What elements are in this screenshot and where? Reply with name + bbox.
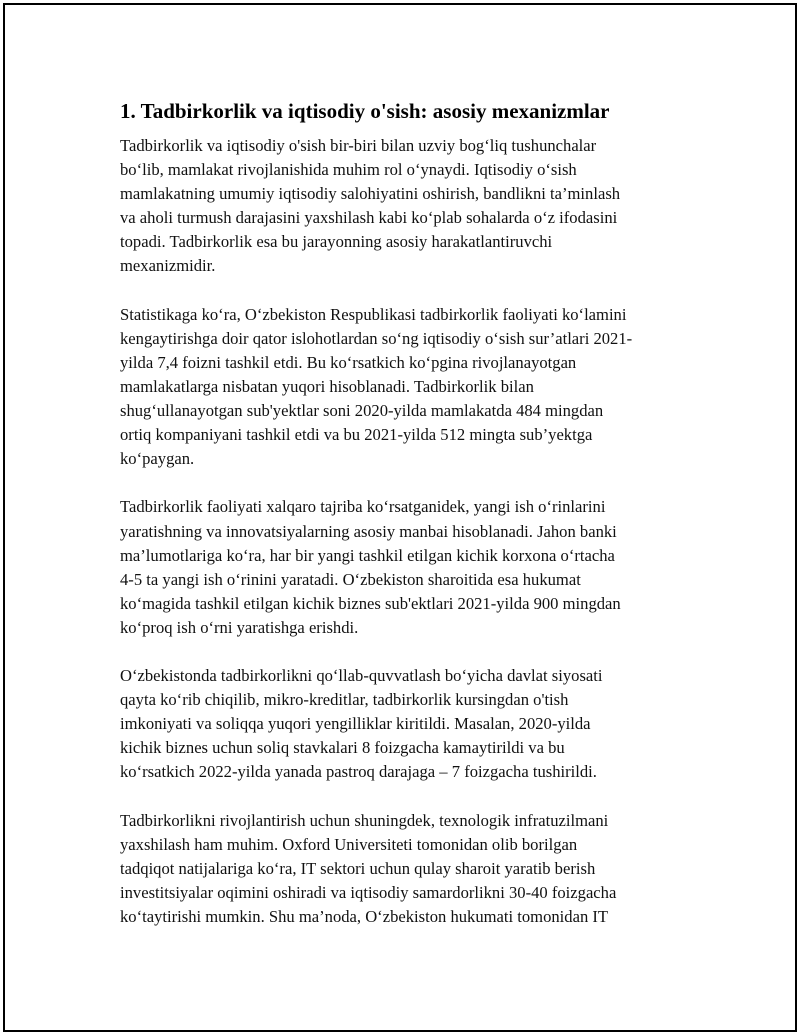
text-line: ko‘proq ish o‘rni yaratishga erishdi. [120, 617, 359, 637]
text-line: ortiq kompaniyani tashkil etdi va bu 2021-yilda 512 mingta sub’yektga [120, 425, 593, 445]
text-line: qayta ko‘rib chiqilib, mikro-kreditlar, tadbirkorlik kursingdan o'tish [120, 690, 569, 710]
text-line: kichik biznes uchun soliq stavkalari 8 foizgacha kamaytirildi va bu [120, 738, 565, 758]
text-line: 4-5 ta yangi ish o‘rinini yaratadi. O‘zbekiston sharoitida esa hukumat [120, 569, 581, 589]
text-line: ma’lumotlariga ko‘ra, har bir yangi tashkil etilgan kichik korxona o‘rtacha [120, 545, 615, 565]
document-body [120, 97, 695, 953]
text-line: imkoniyati va soliqqa yuqori yengilliklar kiritildi. Masalan, 2020-yilda [120, 714, 591, 734]
text-line: mamlakatning umumiy iqtisodiy salohiyatini oshirish, bandlikni ta’minlash [120, 184, 621, 204]
text-line: shug‘ullanayotgan sub'yektlar soni 2020-yilda mamlakatda 484 mingdan [120, 401, 604, 421]
text-line: kengaytirishga doir qator islohotlardan so‘ng iqtisodiy o‘sish sur’atlari 2021- [120, 328, 633, 348]
paragraph-statistics [120, 303, 695, 472]
text-line: O‘zbekistonda tadbirkorlikni qo‘llab-quvvatlash bo‘yicha davlat siyosati [120, 666, 603, 686]
text-line: yilda 7,4 foizni tashkil etdi. Bu ko‘rsatkich ko‘pgina rivojlanayotgan [120, 352, 577, 372]
section-heading: 1. Tadbirkorlik va iqtisodiy o'sish: asosiy mexanizmlar [120, 99, 610, 123]
text-line: yaxshilash ham muhim. Oxford Universiteti tomonidan olib borilgan [120, 834, 578, 854]
text-line: yaratishning va innovatsiyalarning asosiy manbai hisoblanadi. Jahon banki [120, 521, 617, 541]
text-line: mamlakatlarga nisbatan yuqori hisoblanadi. Tadbirkorlik bilan [120, 376, 534, 396]
paragraph-international-experience [120, 495, 695, 640]
paragraph-intro [120, 134, 695, 279]
text-line: Tadbirkorlikni rivojlantirish uchun shuningdek, texnologik infratuzilmani [120, 810, 609, 830]
text-line: topadi. Tadbirkorlik esa bu jarayonning asosiy harakatlantiruvchi [120, 232, 553, 252]
text-line: bo‘lib, mamlakat rivojlanishida muhim rol o‘ynaydi. Iqtisodiy o‘sish [120, 160, 577, 180]
text-line: Tadbirkorlik faoliyati xalqaro tajriba ko‘rsatganidek, yangi ish o‘rinlarini [120, 497, 606, 517]
text-line: va aholi turmush darajasini yaxshilash kabi ko‘plab sohalarda o‘z ifodasini [120, 208, 618, 228]
document-page [3, 3, 797, 1032]
paragraph-technology [120, 809, 695, 929]
text-line: mexanizmidir. [120, 256, 216, 276]
text-line: ko‘paygan. [120, 449, 195, 469]
text-line: Tadbirkorlik va iqtisodiy o'sish bir-biri bilan uzviy bog‘liq tushunchalar [120, 136, 597, 155]
text-line: ko‘magida tashkil etilgan kichik biznes sub'ektlari 2021-yilda 900 mingdan [120, 593, 621, 613]
text-line: Statistikaga ko‘ra, O‘zbekiston Respublikasi tadbirkorlik faoliyati ko‘lamini [120, 304, 627, 324]
text-line: ko‘rsatkich 2022-yilda yanada pastroq darajaga – 7 foizgacha tushirildi. [120, 762, 597, 782]
text-line: tadqiqot natijalariga ko‘ra, IT sektori uchun qulay sharoit yaratib berish [120, 858, 596, 878]
paragraph-state-policy [120, 664, 695, 784]
text-line: ko‘taytirishi mumkin. Shu ma’noda, O‘zbekiston hukumati tomonidan IT [120, 907, 609, 926]
text-line: investitsiyalar oqimini oshiradi va iqtisodiy samardorlikni 30-40 foizgacha [120, 882, 617, 902]
